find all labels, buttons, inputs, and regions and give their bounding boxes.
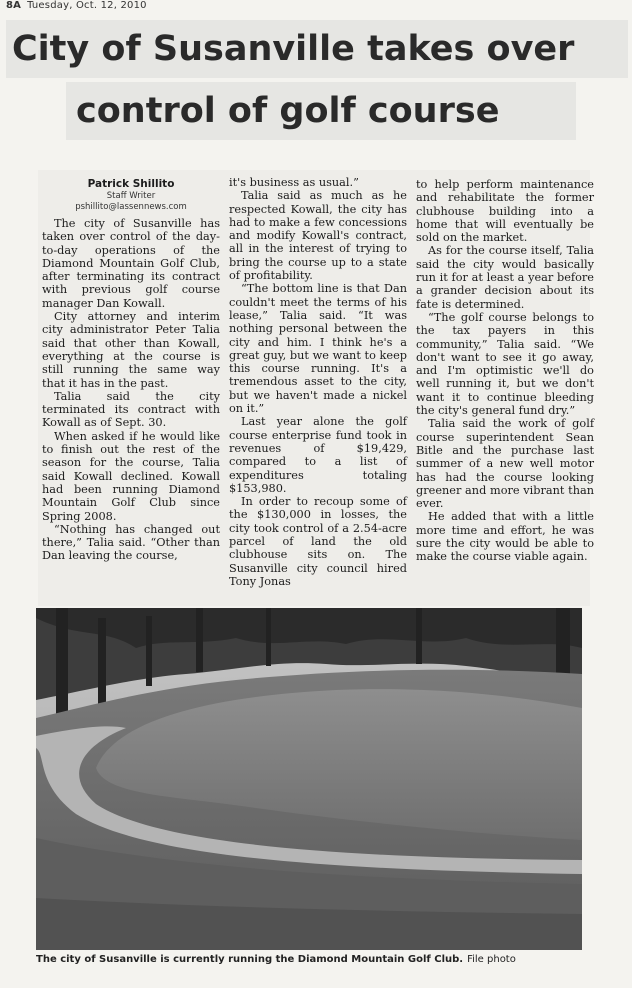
page-number: 8A — [6, 0, 22, 11]
author-email: pshillito@lassennews.com — [75, 202, 187, 212]
paragraph: Last year alone the golf course enterprise fund took in revenues of $19,429, compared to a list of expenditures totaling $153,980. — [229, 415, 407, 495]
paragraph: As for the course itself, Talia said the city would basically run it for at least a year before a grander decision about its fate is determined. — [416, 244, 594, 311]
paragraph: “Nothing has changed out there,” Talia said. “Other than Dan leaving the course, — [42, 522, 220, 563]
paragraph: In order to recoup some of the $130,000 in losses, the city took control of a 2.54-acre parcel of land the old clubhouse sits on. The Susanville city council hired Tony Jonas — [229, 495, 407, 588]
headline-line-2: control of golf course — [66, 82, 576, 140]
article-column-1 — [42, 178, 220, 563]
paragraph: Talia said the city terminated its contract with Kowall as of Sept. 30. — [42, 389, 220, 430]
photo-illustration — [36, 608, 582, 950]
paragraph: He added that with a little more time and effort, he was sure the city would be able to make the course viable again. — [416, 510, 594, 564]
paragraph: “The bottom line is that Dan couldn't meet the terms of his lease,” Talia said. “It was nothing personal between the city and him. I think he's a great guy, but we want to keep this course running. It's a tremendous asset to the city, but we haven't made a nickel on it.” — [229, 282, 407, 416]
headline-line-1: City of Susanville takes over — [6, 20, 628, 78]
author-role: Staff Writer — [106, 191, 156, 201]
paragraph: Talia said as much as he respected Kowall, the city has had to make a few concessions and modify Kowall's contract, all in the interest of trying to bring the course up to a state of profitability. — [229, 189, 407, 283]
golf-course-photo — [36, 608, 582, 950]
paragraph-continuation: it's business as usual.” — [229, 176, 359, 189]
caption-text: The city of Susanville is currently running the Diamond Mountain Golf Club. — [36, 954, 464, 965]
paragraph-continuation: to help perform maintenance and rehabilitate the former clubhouse building into a home that will eventually be sold on the market. — [416, 178, 594, 245]
paragraph: City attorney and interim city administrator Peter Talia said that other than Kowall, everything at the course is still running the same way that it has in the past. — [42, 310, 220, 390]
publication-date: Tuesday, Oct. 12, 2010 — [27, 0, 147, 11]
photo-caption — [36, 954, 616, 965]
author-name: Patrick Shillito — [87, 178, 175, 190]
paragraph: Talia said the work of golf course superintendent Sean Bitle and the purchase last summer of a new well motor has had the course looking greener and more vibrant than ever. — [416, 417, 594, 511]
paragraph: “The golf course belongs to the tax payers in this community,” Talia said. “We don't want to see it go away, and I'm optimistic we'll do well running it, but we don't want it to continue bleeding the city's general fund dry.” — [416, 310, 594, 418]
photo-credit: File photo — [467, 954, 516, 965]
paragraph: The city of Susanville has taken over control of the day-to-day operations of the Diamond Mountain Golf Club, after terminating its contract with previous golf course manager Dan Kowall. — [42, 217, 220, 310]
byline — [42, 178, 220, 213]
page-header — [6, 0, 147, 14]
article-column-2 — [229, 176, 407, 588]
article-column-3 — [416, 178, 594, 564]
paragraph: When asked if he would like to finish out the rest of the season for the course, Talia said Kowall declined. Kowall had been running Diamond Mountain Golf Club since Spring 2008. — [42, 429, 220, 523]
